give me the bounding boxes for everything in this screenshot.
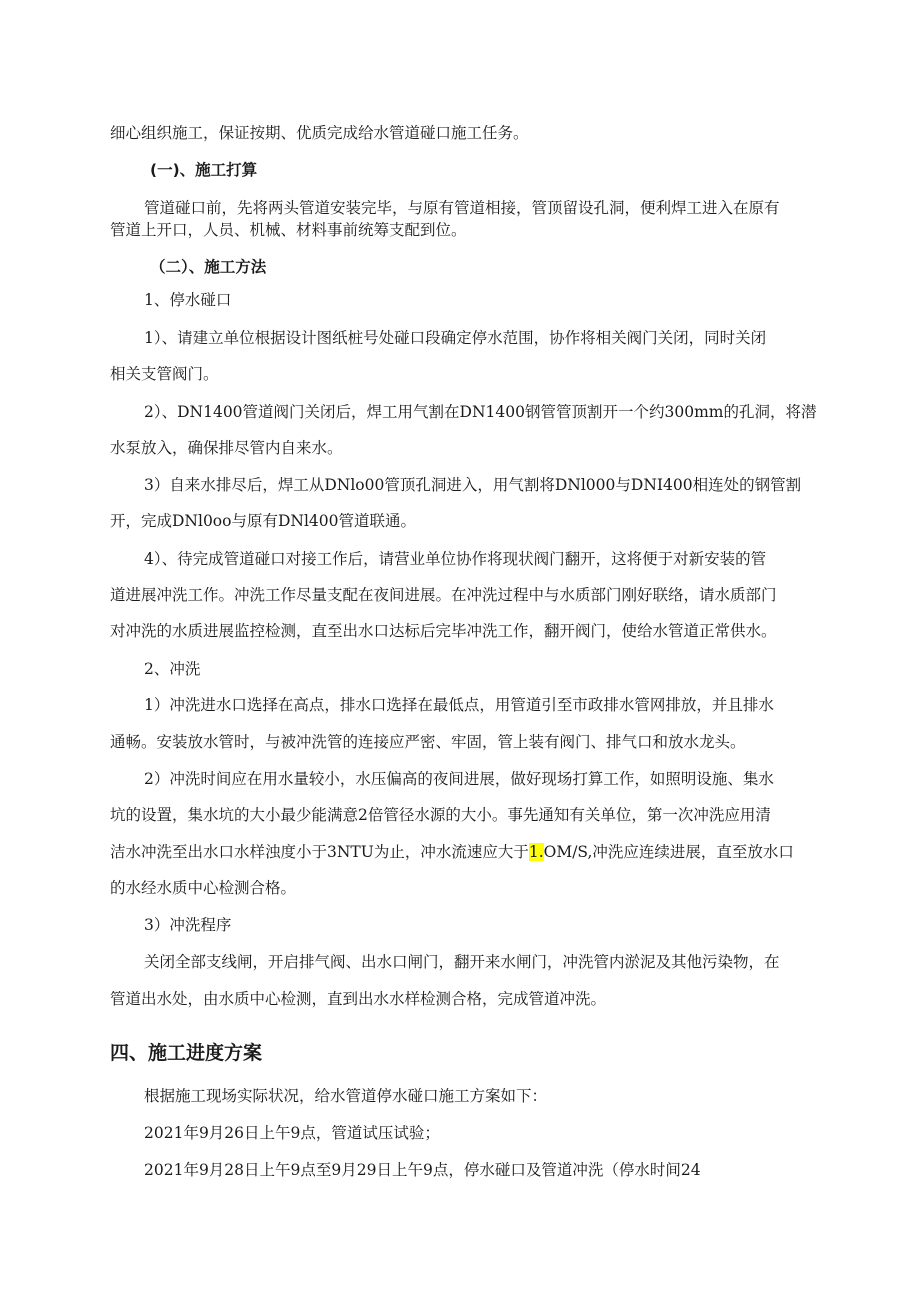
paragraph-line: 3）自来水排尽后，焊工从DNlo00管顶孔洞进入，用气割将DNl000与DNI400相连处的钢管割 — [144, 476, 802, 494]
subsection-heading: 2、冲洗 — [144, 660, 201, 678]
section-heading-preparation: (一)、施工打算 — [150, 161, 258, 179]
paragraph-line: 坑的设置，集水坑的大小最少能满意2倍管径水源的大小。事先通知有关单位，第一次冲洗应用清 — [110, 806, 771, 824]
paragraph-line: 开，完成DNl0oo与原有DNl400管道联通。 — [110, 512, 417, 530]
subsection-heading: 3）冲洗程序 — [144, 916, 232, 934]
paragraph-line: 2021年9月26日上午9点，管道试压试验； — [144, 1124, 440, 1142]
text-run: 洁水冲洗至出水口水样浊度小于3NTU为止，冲水流速应大于 — [110, 843, 529, 861]
paragraph-line: 根据施工现场实际状况，给水管道停水碰口施工方案如下： — [144, 1087, 548, 1105]
highlighted-text: 1. — [528, 843, 544, 861]
paragraph-line: 相关支管阀门。 — [110, 365, 219, 383]
paragraph-line: 1）、请建立单位根据设计图纸桩号处碰口段确定停水范围，协作将相关阀门关闭，同时关闭 — [144, 329, 767, 347]
paragraph-line: 水泵放入，确保排尽管内自来水。 — [110, 439, 343, 457]
paragraph-line: 2）、DN1400管道阀门关闭后，焊工用气割在DN1400钢管管顶割开一个约300mm的孔洞，将潜 — [144, 403, 817, 421]
paragraph-line — [110, 841, 794, 863]
subsection-heading: 1、停水碰口 — [144, 291, 232, 309]
paragraph-line: 2）冲洗时间应在用水量较小，水压偏高的夜间进展，做好现场打算工作，如照明设施、集水 — [144, 770, 774, 788]
paragraph-line: 管道碰口前，先将两头管道安装完毕，与原有管道相接，管顶留设孔洞，便利焊工进入在原有 — [144, 199, 780, 217]
paragraph-line: 通畅。安装放水管时，与被冲洗管的连接应严密、牢固，管上装有阀门、排气口和放水龙头。 — [110, 733, 746, 751]
paragraph-line: 2021年9月28日上午9点至9月29日上午9点，停水碰口及管道冲洗（停水时间24 — [144, 1161, 701, 1179]
paragraph-line: 关闭全部支线闸，开启排气阀、出水口闸门，翻开来水闸门，冲洗管内淤泥及其他污染物，在 — [144, 953, 780, 971]
paragraph-line: 对冲洗的水质进展监控检测，直至出水口达标后完毕冲洗工作，翻开阀门，使给水管道正常供水。 — [110, 622, 777, 640]
text-run: OM/S,冲洗应连续进展，直至放水口 — [543, 843, 794, 861]
paragraph-line: 道进展冲洗工作。冲洗工作尽量支配在夜间进展。在冲洗过程中与水质部门刚好联络，请水质部门 — [110, 586, 777, 604]
chapter-heading-schedule: 四、施工进度方案 — [110, 1042, 263, 1064]
paragraph-line: 的水经水质中心检测合格。 — [110, 879, 297, 897]
section-heading-method: （二）、施工方法 — [150, 258, 267, 276]
paragraph-line: 管道出水处，由水质中心检测，直到出水水样检测合格，完成管道冲洗。 — [110, 990, 607, 1008]
paragraph-line: 管道上开口，人员、机械、材料事前统筹支配到位。 — [110, 221, 467, 239]
paragraph-line: 4）、待完成管道碰口对接工作后，请营业单位协作将现状阀门翻开，这将便于对新安装的管 — [144, 550, 767, 568]
paragraph-line: 细心组织施工，保证按期、优质完成给水管道碰口施工任务。 — [110, 124, 529, 142]
paragraph-line: 1）冲洗进水口选择在高点，排水口选择在最低点，用管道引至市政排水管网排放，并且排水 — [144, 696, 774, 714]
